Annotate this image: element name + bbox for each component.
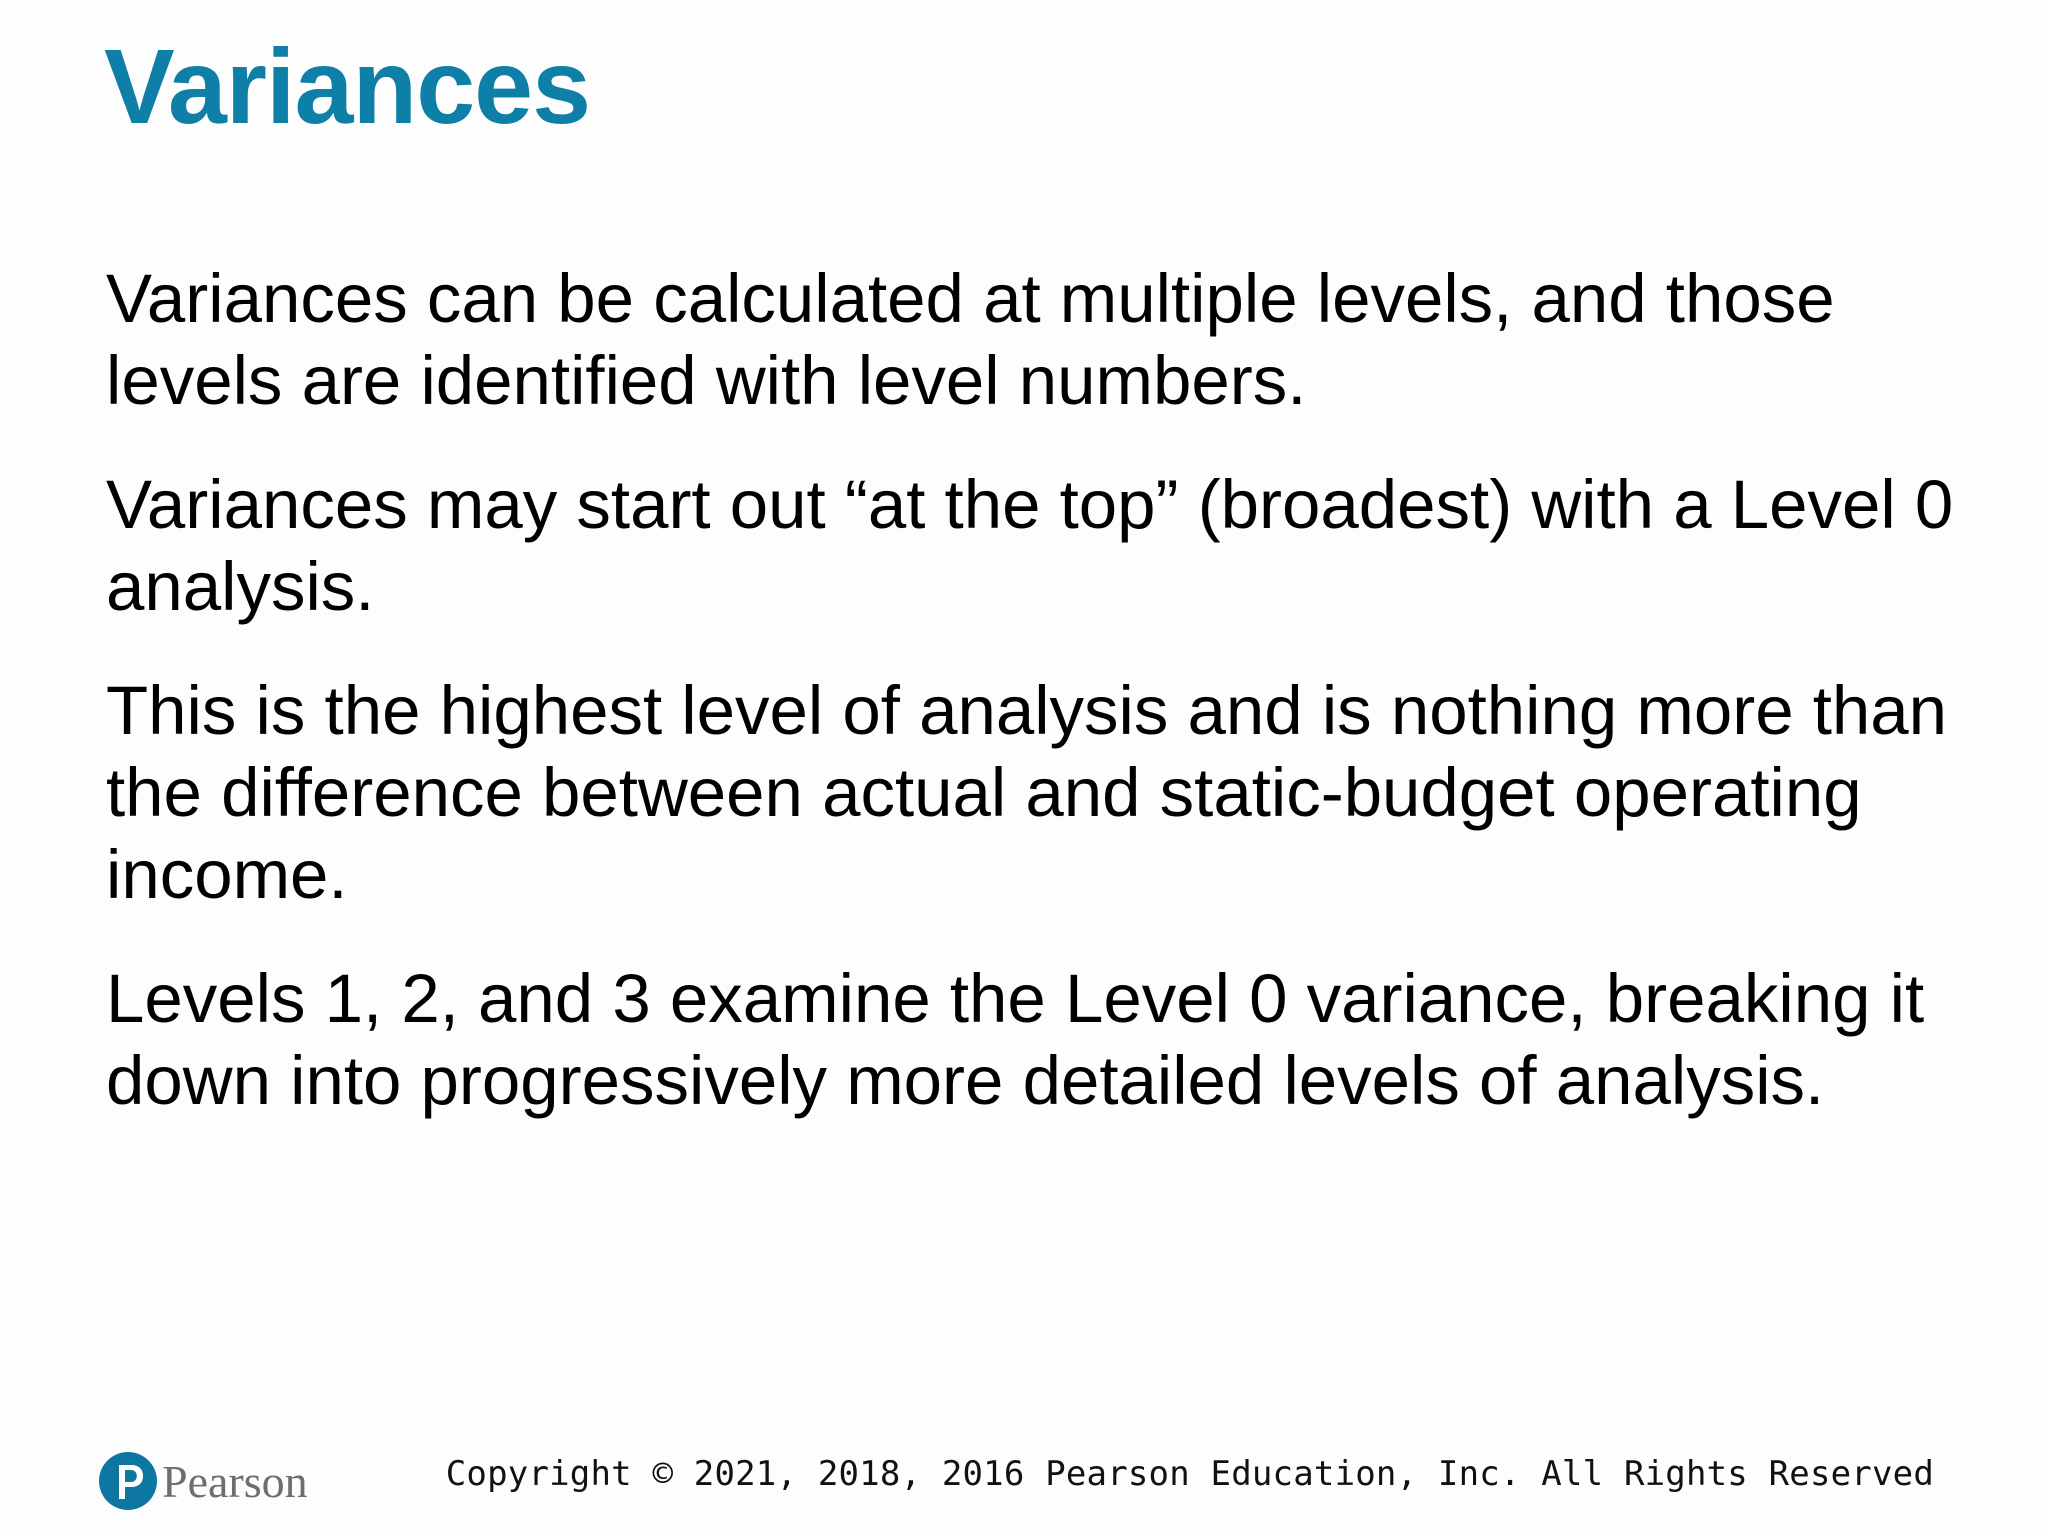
body-paragraph: Variances can be calculated at multiple levels, and those levels are identified with level numbers.	[106, 260, 1835, 419]
slide-title: Variances	[104, 28, 591, 146]
pearson-logo-text: Pearson	[162, 1455, 308, 1507]
pearson-logo	[98, 1446, 308, 1516]
copyright-notice: Copyright © 2021, 2018, 2016 Pearson Education, Inc. All Rights Reserved	[445, 1454, 1934, 1494]
slide-body	[106, 258, 1986, 1164]
body-paragraph: Variances may start out “at the top” (broadest) with a Level 0 analysis.	[106, 466, 1954, 625]
body-paragraph: This is the highest level of analysis and is nothing more than the difference between actual and static-budget operating income.	[106, 672, 1948, 913]
pearson-p-logo-icon	[98, 1451, 158, 1511]
body-paragraph: Levels 1, 2, and 3 examine the Level 0 variance, breaking it down into progressively more detailed levels of analysis.	[106, 960, 1925, 1119]
